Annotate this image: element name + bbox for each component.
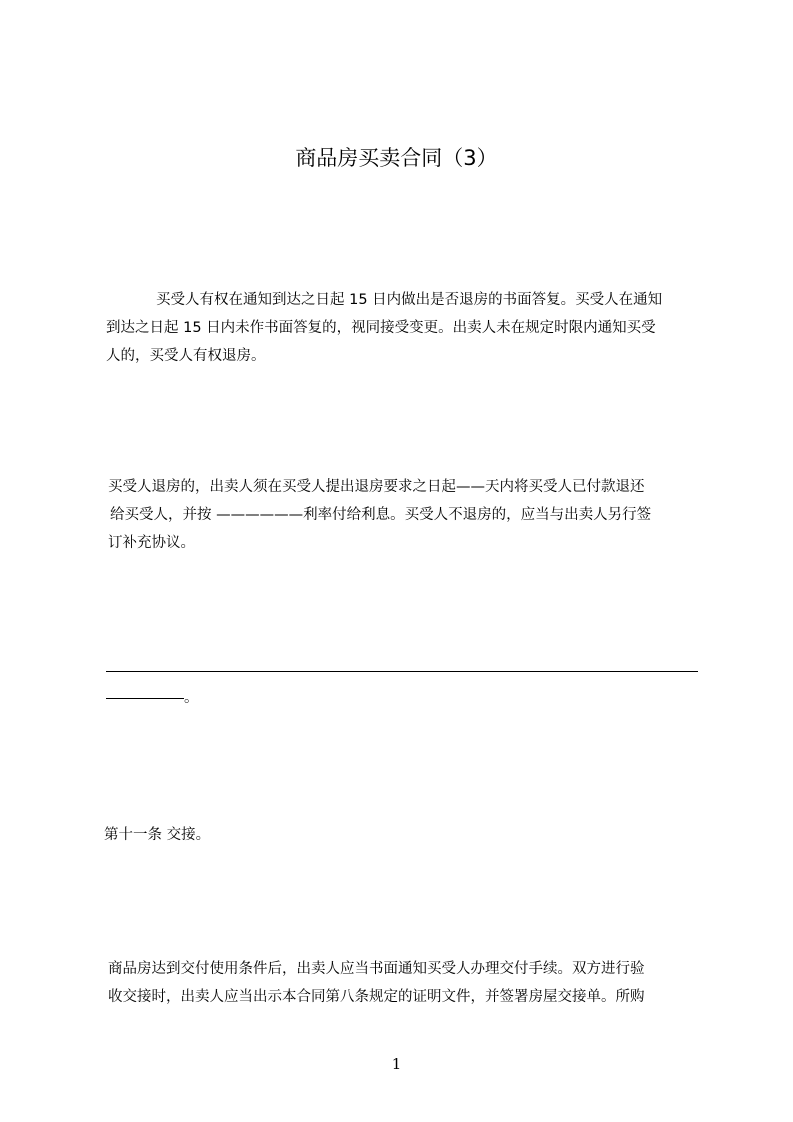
blank-fill-line [106,671,698,672]
paragraph-notice-reply [106,286,698,370]
paragraph-line: 订补充协议。 [108,535,195,551]
blank-line-period: 。 [184,690,199,706]
paragraph-line: 买受人有权在通知到达之日起 15 日内做出是否退房的书面答复。买受人在通知 [156,292,663,308]
paragraph-refund [108,473,700,557]
document-title: 商品房买卖合同（3） [295,146,498,170]
paragraph-line: 买受人退房的，出卖人须在买受人提出退房要求之日起——天内将买受人已付款退还 [108,479,645,495]
paragraph-line: 收交接时，出卖人应当出示本合同第八条规定的证明文件，并签署房屋交接单。所购 [108,989,645,1005]
paragraph-line: 给买受人，并按 ——————利率付给利息。买受人不退房的，应当与出卖人另行签 [110,507,652,523]
paragraph-line: 人的，买受人有权退房。 [106,348,266,364]
page-number: 1 [391,1055,402,1073]
paragraph-line: 商品房达到交付使用条件后，出卖人应当书面通知买受人办理交付手续。双方进行验 [108,961,645,977]
blank-fill-line [106,698,184,699]
paragraph-handover [108,955,700,1011]
paragraph-line: 到达之日起 15 日内未作书面答复的，视同接受变更。出卖人未在规定时限内通知买受 [106,320,656,336]
article-11-heading: 第十一条 交接。 [104,827,211,843]
